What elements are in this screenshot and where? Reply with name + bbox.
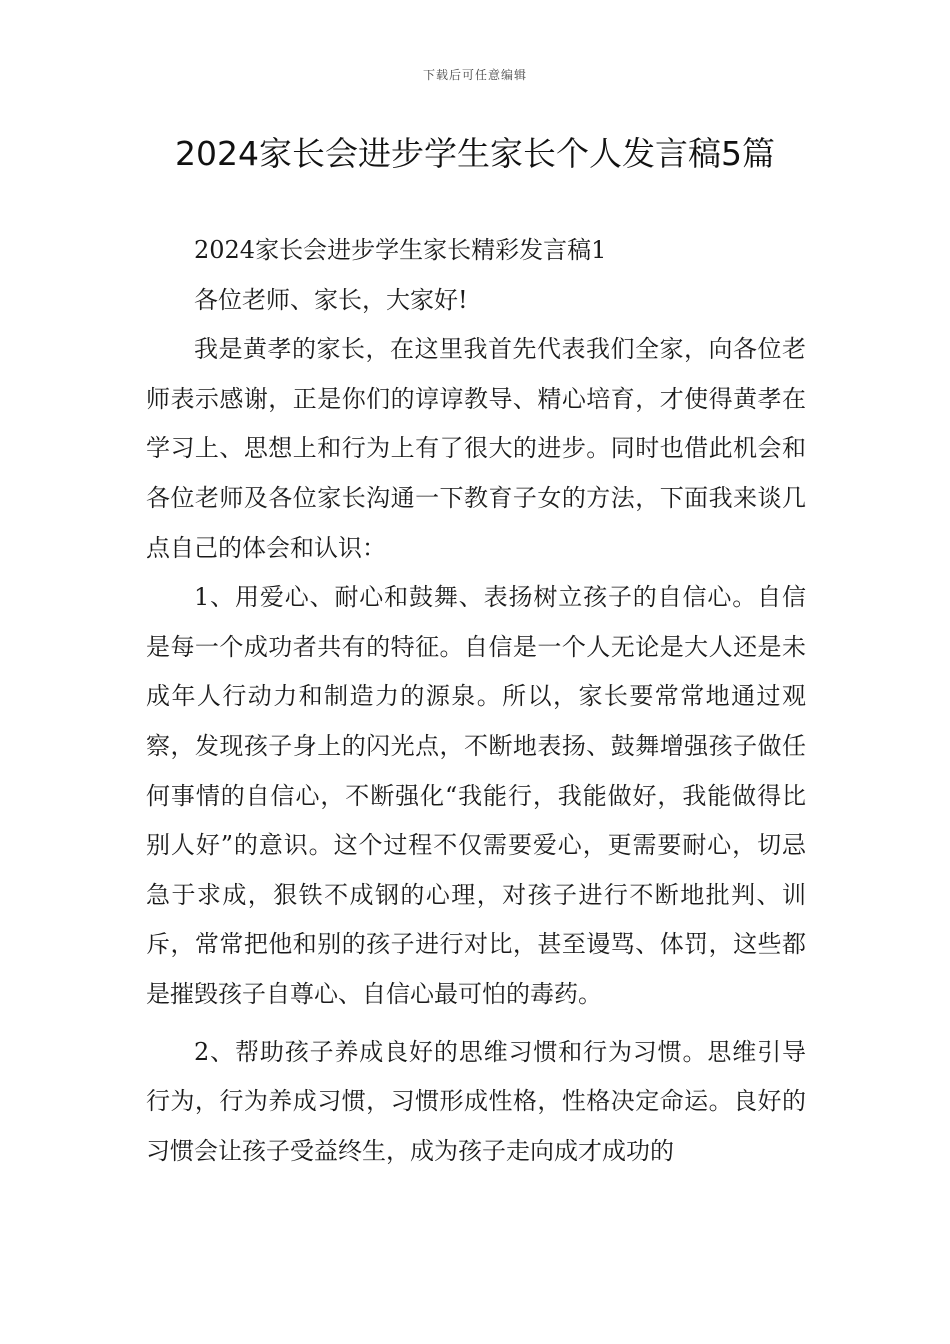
paragraph-intro: 我是黄孝的家长，在这里我首先代表我们全家，向各位老师表示感谢，正是你们的谆谆教导、精心培育，才使得黄孝在学习上、思想上和行为上有了很大的进步。同时也借此机会和各位老师及各位家长沟通一下教育子女的方法，下面我来谈几点自己的体会和认识：	[146, 335, 806, 562]
document-title: 2024家长会进步学生家长个人发言稿5篇	[175, 134, 775, 173]
paragraph-greeting: 各位老师、家长，大家好!	[194, 285, 468, 314]
paragraph-subtitle: 2024家长会进步学生家长精彩发言稿1	[194, 236, 607, 264]
header-note: 下载后可任意编辑	[422, 68, 527, 82]
paragraph-point-2: 2、帮助孩子养成良好的思维习惯和行为习惯。思维引导行为，行为养成习惯，习惯形成性格，性格决定命运。良好的习惯会让孩子受益终生，成为孩子走向成才成功的	[146, 1037, 806, 1165]
document-body	[146, 226, 806, 1176]
paragraph-point-1: 1、用爱心、耐心和鼓舞、表扬树立孩子的自信心。自信是每一个成功者共有的特征。自信是一个人无论是大人还是未成年人行动力和制造力的源泉。所以，家长要常常地通过观察，发现孩子身上的闪光点，不断地表扬、鼓舞增强孩子做任何事情的自信心，不断强化“我能行，我能做好，我能做得比别人好”的意识。这个过程不仅需要爱心，更需要耐心，切忌急于求成，狠铁不成钢的心理，对孩子进行不断地批判、训斥，常常把他和别的孩子进行对比，甚至谩骂、体罚，这些都是摧毁孩子自尊心、自信心最可怕的毒药。	[146, 583, 806, 1008]
